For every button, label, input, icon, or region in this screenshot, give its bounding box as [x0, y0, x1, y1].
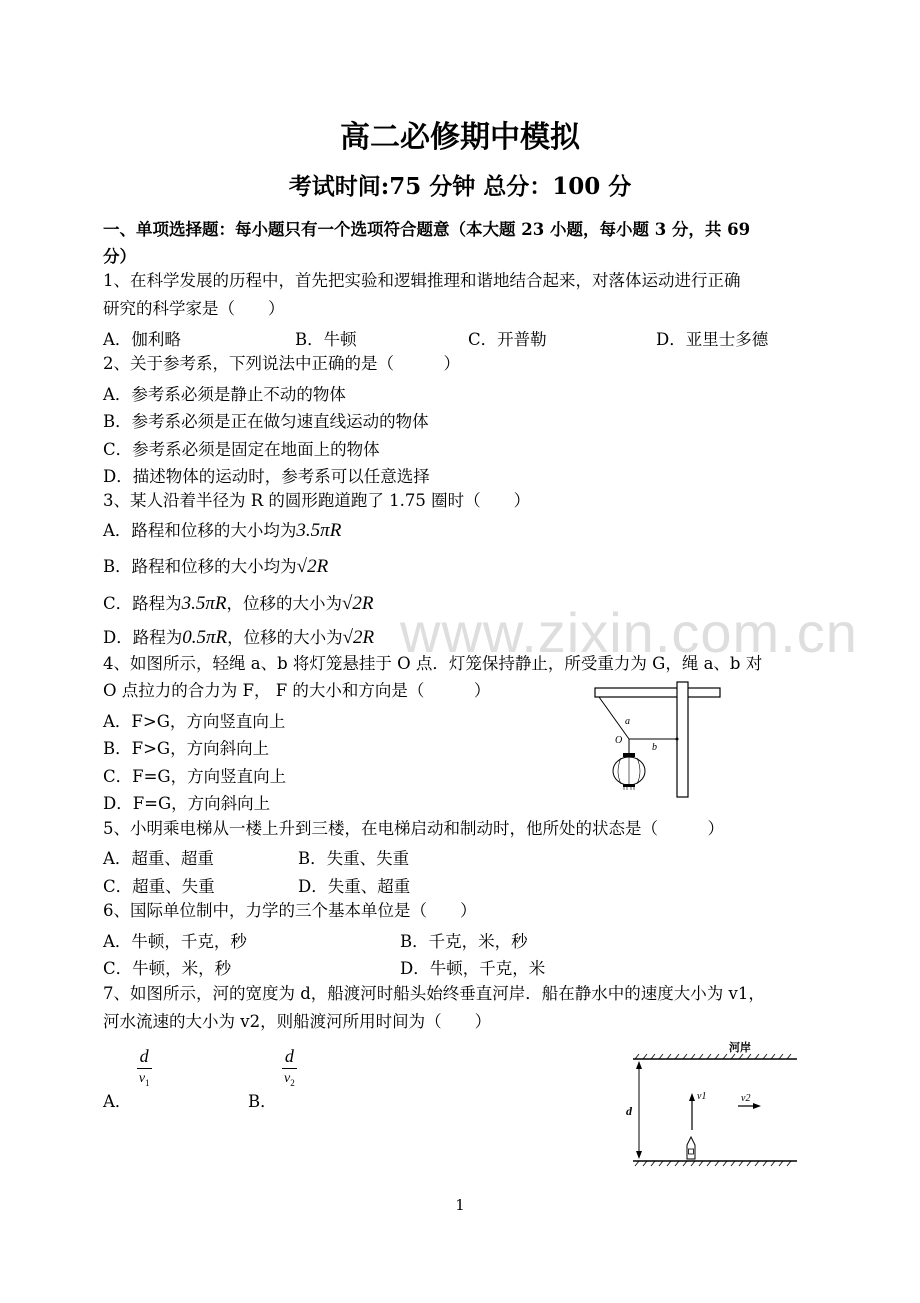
q3-option-a-text: A．路程和位移的大小均为: [103, 521, 297, 540]
q3-option-b: [103, 553, 328, 578]
label-d: d: [626, 1104, 632, 1118]
q3-option-b-formula: √2R: [296, 556, 329, 577]
q1-option-a: A．伽利略: [103, 330, 181, 349]
q4-option-a: A．F>G，方向竖直向上: [103, 712, 286, 731]
q7-option-a-subscript: 1: [145, 1077, 150, 1088]
q3-option-d: [103, 624, 374, 649]
q5-option-b: B．失重、失重: [298, 849, 410, 868]
q3-stem: 3、某人沿着半径为 R 的圆形跑道跑了 1.75 圈时（ ）: [103, 491, 531, 510]
q3-option-a-formula: 3.5πR: [296, 520, 342, 541]
q7-option-b: [248, 1046, 297, 1112]
q7-option-b-label: B．: [248, 1092, 277, 1111]
q2-option-b: B．参考系必须是正在做匀速直线运动的物体: [103, 412, 429, 431]
q7-stem-line2: 河水流速的大小为 v2，则船渡河所用时间为（ ）: [103, 1012, 492, 1031]
label-o: O: [615, 735, 623, 746]
q2-stem: 2、关于参考系，下列说法中正确的是（ ）: [103, 354, 460, 373]
section-heading-line1: 一、单项选择题：每小题只有一个选项符合题意（本大题 23 小题，每小题 3 分，共 69: [103, 220, 751, 239]
q6-option-d: D．牛顿，千克，米: [400, 959, 546, 978]
q3-option-b-text: B．路程和位移的大小均为: [103, 557, 297, 576]
q6-option-b: B．千克，米，秒: [400, 932, 528, 951]
q5-option-c: C．超重、失重: [103, 877, 215, 896]
label-a: a: [625, 716, 630, 727]
q3-option-c-text2: ，位移的大小为: [226, 594, 342, 613]
q2-option-a: A．参考系必须是静止不动的物体: [103, 385, 346, 404]
q5-option-a: A．超重、超重: [103, 849, 214, 868]
q7-stem-line1: 7、如图所示，河的宽度为 d，船渡河时船头始终垂直河岸．船在静水中的速度大小为 v1，: [103, 984, 765, 1003]
label-b: b: [652, 742, 657, 753]
lantern-figure: [585, 678, 730, 803]
q3-option-c-formula1: 3.5πR: [181, 593, 227, 614]
q3-option-d-formula2: √2R: [342, 627, 375, 648]
q7-option-b-numerator: d: [282, 1046, 297, 1069]
q4-option-c: C．F=G，方向竖直向上: [103, 767, 287, 786]
q1-option-d: D．亚里士多德: [656, 330, 769, 349]
q7-option-b-subscript: 2: [290, 1077, 295, 1088]
q2-option-c: C．参考系必须是固定在地面上的物体: [103, 440, 380, 459]
q5-stem: 5、小明乘电梯从一楼上升到三楼，在电梯启动和制动时，他所处的状态是（ ）: [103, 819, 724, 838]
q1-option-c: C．开普勒: [468, 330, 547, 349]
q3-option-c-text1: C．路程为: [103, 594, 182, 613]
q6-option-a: A．牛顿，千克，秒: [103, 932, 247, 951]
q1-option-b: B．牛顿: [295, 330, 357, 349]
watermark: www.zixin.com.cn: [400, 601, 858, 664]
q3-option-d-formula1: 0.5πR: [182, 627, 228, 648]
q1-stem-line1: 1、在科学发展的历程中，首先把实验和逻辑推理和谐地结合起来，对落体运动进行正确: [103, 271, 741, 290]
q6-option-c: C．牛顿，米，秒: [103, 959, 232, 978]
q7-option-a: [103, 1046, 152, 1112]
label-river-bank: 河岸: [729, 1041, 751, 1054]
q6-stem: 6、国际单位制中，力学的三个基本单位是（ ）: [103, 901, 477, 920]
label-v1: v1: [697, 1091, 707, 1102]
exam-info: 考试时间:75 分钟 总分：100 分: [288, 173, 632, 200]
q3-option-c: [103, 590, 374, 615]
q3-option-d-text1: D．路程为: [103, 628, 183, 647]
q7-option-a-numerator: d: [137, 1046, 152, 1069]
q7-option-b-denominator: v: [284, 1071, 291, 1086]
q4-stem-line2: O 点拉力的合力为 F， F 的大小和方向是（ ）: [103, 681, 491, 700]
section-heading-line2: 分）: [103, 247, 136, 266]
page-number: 1: [455, 1196, 465, 1214]
q4-option-b: B．F>G，方向斜向上: [103, 739, 270, 758]
q2-option-d: D．描述物体的运动时，参考系可以任意选择: [103, 467, 430, 486]
q4-stem-line1: 4、如图所示，轻绳 a、b 将灯笼悬挂于 O 点．灯笼保持静止，所受重力为 G，绳 a、b 对: [103, 654, 763, 673]
q3-option-d-text2: ，位移的大小为: [227, 628, 343, 647]
page-title: 高二必修期中模拟: [340, 120, 580, 155]
q5-option-d: D．失重、超重: [298, 877, 411, 896]
q7-option-a-label: A．: [103, 1092, 132, 1111]
river-figure: [625, 1035, 800, 1170]
label-v2: v2: [741, 1093, 751, 1104]
q1-stem-line2: 研究的科学家是（ ）: [103, 299, 285, 318]
q7-option-a-denominator: v: [138, 1071, 146, 1086]
q3-option-a: [103, 517, 341, 542]
q4-option-d: D．F=G，方向斜向上: [103, 794, 271, 813]
q3-option-c-formula2: √2R: [342, 593, 374, 614]
